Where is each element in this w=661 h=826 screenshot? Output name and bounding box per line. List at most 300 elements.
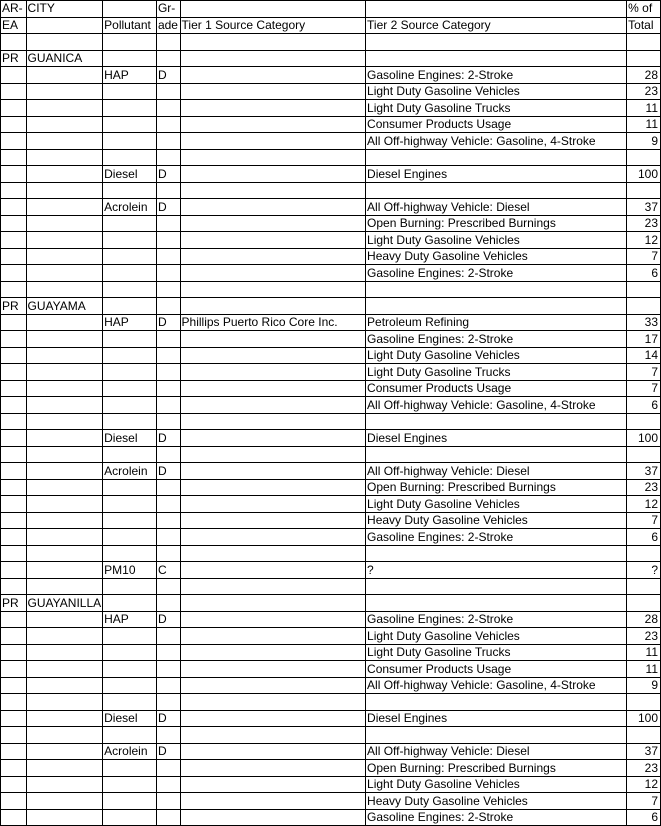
cell-area bbox=[1, 397, 27, 414]
table-row bbox=[1, 694, 661, 711]
cell-percent: 23 bbox=[627, 760, 661, 777]
cell-area bbox=[1, 248, 27, 265]
cell-pollutant bbox=[103, 809, 157, 826]
table-row bbox=[1, 166, 661, 183]
cell-grade bbox=[156, 133, 180, 150]
cell-area bbox=[1, 677, 27, 694]
cell-pollutant bbox=[103, 182, 157, 199]
cell-grade: D bbox=[156, 199, 180, 216]
cell-percent bbox=[627, 694, 661, 711]
table-row bbox=[1, 232, 661, 249]
cell-area bbox=[1, 694, 27, 711]
table-row bbox=[1, 562, 661, 579]
cell-city bbox=[26, 446, 103, 463]
cell-pollutant bbox=[103, 149, 157, 166]
cell-city bbox=[26, 133, 103, 150]
cell-pollutant bbox=[103, 512, 157, 529]
cell-city: GUANICA bbox=[26, 50, 103, 67]
table-row bbox=[1, 281, 661, 298]
table-row bbox=[1, 479, 661, 496]
cell-percent: 23 bbox=[627, 479, 661, 496]
cell-tier1 bbox=[180, 248, 366, 265]
table-row bbox=[1, 661, 661, 678]
cell-percent: 33 bbox=[627, 314, 661, 331]
cell-pollutant: HAP bbox=[103, 611, 157, 628]
cell-percent bbox=[627, 298, 661, 315]
cell-city bbox=[26, 413, 103, 430]
cell-pollutant bbox=[103, 595, 157, 612]
table-row bbox=[1, 248, 661, 265]
table-row bbox=[1, 116, 661, 133]
header-row-2 bbox=[1, 17, 661, 34]
cell-city bbox=[26, 545, 103, 562]
table-row bbox=[1, 430, 661, 447]
cell-percent bbox=[627, 182, 661, 199]
cell-grade: D bbox=[156, 430, 180, 447]
cell-tier2 bbox=[366, 149, 627, 166]
cell-percent: 23 bbox=[627, 83, 661, 100]
header-tier1: Tier 1 Source Category bbox=[180, 17, 366, 34]
cell-pollutant bbox=[103, 578, 157, 595]
cell-grade bbox=[156, 265, 180, 282]
cell-area bbox=[1, 727, 27, 744]
cell-percent: 23 bbox=[627, 628, 661, 645]
cell-grade bbox=[156, 364, 180, 381]
cell-grade bbox=[156, 232, 180, 249]
cell-city bbox=[26, 248, 103, 265]
cell-area bbox=[1, 364, 27, 381]
cell-tier1 bbox=[180, 133, 366, 150]
cell-percent bbox=[627, 727, 661, 744]
cell-city bbox=[26, 397, 103, 414]
cell-grade bbox=[156, 578, 180, 595]
cell-grade bbox=[156, 595, 180, 612]
cell-grade bbox=[156, 446, 180, 463]
table-row bbox=[1, 34, 661, 51]
cell-grade bbox=[156, 644, 180, 661]
cell-area bbox=[1, 83, 27, 100]
table-row bbox=[1, 644, 661, 661]
cell-city bbox=[26, 67, 103, 84]
cell-tier2: Light Duty Gasoline Vehicles bbox=[366, 347, 627, 364]
cell-area bbox=[1, 116, 27, 133]
cell-tier2 bbox=[366, 34, 627, 51]
cell-area: PR bbox=[1, 595, 27, 612]
table-row bbox=[1, 743, 661, 760]
cell-city bbox=[26, 281, 103, 298]
cell-grade bbox=[156, 661, 180, 678]
cell-area bbox=[1, 644, 27, 661]
cell-area bbox=[1, 562, 27, 579]
cell-tier1 bbox=[180, 793, 366, 810]
cell-tier1 bbox=[180, 545, 366, 562]
table-row bbox=[1, 710, 661, 727]
cell-grade: D bbox=[156, 314, 180, 331]
cell-area: PR bbox=[1, 298, 27, 315]
cell-percent: 7 bbox=[627, 793, 661, 810]
cell-city bbox=[26, 100, 103, 117]
table-row bbox=[1, 446, 661, 463]
cell-area bbox=[1, 661, 27, 678]
cell-tier1 bbox=[180, 232, 366, 249]
cell-city bbox=[26, 232, 103, 249]
cell-tier1 bbox=[180, 809, 366, 826]
cell-percent: 23 bbox=[627, 215, 661, 232]
cell-tier2: Gasoline Engines: 2-Stroke bbox=[366, 611, 627, 628]
cell-city bbox=[26, 83, 103, 100]
cell-percent: 6 bbox=[627, 265, 661, 282]
cell-tier1 bbox=[180, 644, 366, 661]
cell-grade bbox=[156, 677, 180, 694]
cell-city bbox=[26, 463, 103, 480]
cell-tier1 bbox=[180, 331, 366, 348]
cell-tier1 bbox=[180, 727, 366, 744]
cell-percent: 12 bbox=[627, 232, 661, 249]
cell-tier2 bbox=[366, 446, 627, 463]
cell-city bbox=[26, 380, 103, 397]
header-pollutant-top bbox=[103, 1, 157, 18]
cell-area bbox=[1, 463, 27, 480]
table-row bbox=[1, 578, 661, 595]
cell-city bbox=[26, 743, 103, 760]
cell-pollutant bbox=[103, 83, 157, 100]
cell-city bbox=[26, 562, 103, 579]
cell-tier2: Light Duty Gasoline Vehicles bbox=[366, 83, 627, 100]
cell-city: GUAYANILLA bbox=[27, 595, 102, 610]
cell-area bbox=[1, 182, 27, 199]
cell-percent bbox=[627, 281, 661, 298]
cell-percent: 14 bbox=[627, 347, 661, 364]
cell-city bbox=[26, 364, 103, 381]
cell-percent: 11 bbox=[627, 644, 661, 661]
cell-pollutant bbox=[103, 232, 157, 249]
cell-pollutant bbox=[103, 215, 157, 232]
cell-pollutant bbox=[103, 100, 157, 117]
cell-tier1 bbox=[180, 661, 366, 678]
cell-percent bbox=[627, 50, 661, 67]
cell-grade bbox=[156, 182, 180, 199]
cell-tier1 bbox=[180, 281, 366, 298]
header-grade-cont: ade bbox=[156, 17, 180, 34]
cell-area bbox=[1, 67, 27, 84]
cell-area bbox=[1, 446, 27, 463]
cell-tier1 bbox=[180, 430, 366, 447]
cell-area bbox=[1, 413, 27, 430]
cell-area bbox=[1, 380, 27, 397]
cell-tier1 bbox=[180, 611, 366, 628]
cell-percent: 28 bbox=[627, 67, 661, 84]
cell-tier1 bbox=[180, 496, 366, 513]
cell-pollutant bbox=[103, 116, 157, 133]
cell-city bbox=[26, 710, 103, 727]
cell-tier1: Phillips Puerto Rico Core Inc. bbox=[180, 314, 366, 331]
cell-area bbox=[1, 776, 27, 793]
header-tier2-top bbox=[366, 1, 627, 18]
cell-grade bbox=[156, 545, 180, 562]
cell-percent: 100 bbox=[627, 166, 661, 183]
header-area: AR- bbox=[1, 1, 27, 18]
cell-percent: 12 bbox=[627, 776, 661, 793]
cell-pollutant bbox=[103, 50, 157, 67]
cell-pollutant bbox=[103, 298, 157, 315]
cell-grade bbox=[156, 727, 180, 744]
cell-tier2: Heavy Duty Gasoline Vehicles bbox=[366, 793, 627, 810]
cell-area bbox=[1, 545, 27, 562]
table-row bbox=[1, 529, 661, 546]
cell-city bbox=[26, 166, 103, 183]
cell-pollutant bbox=[103, 347, 157, 364]
cell-area bbox=[1, 793, 27, 810]
cell-pollutant bbox=[103, 545, 157, 562]
cell-tier1 bbox=[180, 100, 366, 117]
cell-tier1 bbox=[180, 364, 366, 381]
cell-tier1 bbox=[180, 397, 366, 414]
table-row bbox=[1, 298, 661, 315]
header-pollutant: Pollutant bbox=[103, 17, 157, 34]
cell-city bbox=[26, 661, 103, 678]
cell-tier2: Light Duty Gasoline Vehicles bbox=[366, 776, 627, 793]
cell-percent: 17 bbox=[627, 331, 661, 348]
cell-pollutant bbox=[103, 413, 157, 430]
table-row bbox=[1, 67, 661, 84]
table-row bbox=[1, 776, 661, 793]
header-tier1-top bbox=[180, 1, 366, 18]
cell-grade bbox=[156, 413, 180, 430]
cell-tier2: Gasoline Engines: 2-Stroke bbox=[366, 265, 627, 282]
cell-grade bbox=[156, 512, 180, 529]
cell-percent: 7 bbox=[627, 380, 661, 397]
cell-grade bbox=[156, 116, 180, 133]
cell-tier2 bbox=[366, 595, 627, 612]
cell-percent bbox=[627, 545, 661, 562]
cell-percent: 37 bbox=[627, 463, 661, 480]
cell-city bbox=[26, 347, 103, 364]
cell-percent: 6 bbox=[627, 397, 661, 414]
cell-area bbox=[1, 331, 27, 348]
cell-area bbox=[1, 760, 27, 777]
cell-percent bbox=[627, 595, 661, 612]
cell-city bbox=[26, 34, 103, 51]
cell-percent bbox=[627, 34, 661, 51]
cell-area bbox=[1, 199, 27, 216]
cell-pollutant bbox=[103, 265, 157, 282]
cell-tier2 bbox=[366, 50, 627, 67]
cell-grade: D bbox=[156, 743, 180, 760]
cell-grade bbox=[156, 496, 180, 513]
cell-city bbox=[26, 760, 103, 777]
header-grade: Gr- bbox=[156, 1, 180, 18]
cell-city bbox=[26, 116, 103, 133]
cell-tier1 bbox=[180, 760, 366, 777]
header-tier2: Tier 2 Source Category bbox=[366, 17, 627, 34]
cell-pollutant bbox=[103, 248, 157, 265]
table-row bbox=[1, 314, 661, 331]
cell-grade bbox=[156, 347, 180, 364]
cell-percent: 6 bbox=[627, 809, 661, 826]
cell-pollutant bbox=[103, 661, 157, 678]
header-city-cont bbox=[26, 17, 103, 34]
cell-percent: 11 bbox=[627, 661, 661, 678]
cell-percent: 6 bbox=[627, 529, 661, 546]
cell-percent: 7 bbox=[627, 364, 661, 381]
cell-pollutant bbox=[103, 628, 157, 645]
header-total: Total bbox=[627, 17, 661, 34]
cell-pollutant bbox=[103, 133, 157, 150]
cell-pollutant bbox=[103, 331, 157, 348]
cell-percent: 7 bbox=[627, 248, 661, 265]
cell-tier1 bbox=[180, 50, 366, 67]
cell-city bbox=[26, 265, 103, 282]
cell-grade bbox=[156, 760, 180, 777]
cell-tier2: Gasoline Engines: 2-Stroke bbox=[366, 331, 627, 348]
table-row bbox=[1, 760, 661, 777]
cell-city bbox=[26, 727, 103, 744]
cell-percent bbox=[627, 413, 661, 430]
cell-tier2: Diesel Engines bbox=[366, 166, 627, 183]
cell-tier1 bbox=[180, 710, 366, 727]
cell-city bbox=[26, 314, 103, 331]
cell-grade bbox=[156, 331, 180, 348]
cell-tier1 bbox=[180, 166, 366, 183]
table-row bbox=[1, 463, 661, 480]
cell-area bbox=[1, 529, 27, 546]
cell-tier1 bbox=[180, 479, 366, 496]
cell-pollutant: Acrolein bbox=[103, 743, 157, 760]
cell-city bbox=[26, 578, 103, 595]
cell-tier2 bbox=[366, 182, 627, 199]
cell-city bbox=[26, 199, 103, 216]
cell-pollutant bbox=[103, 479, 157, 496]
cell-city bbox=[26, 430, 103, 447]
table-row bbox=[1, 628, 661, 645]
cell-tier2: Consumer Products Usage bbox=[366, 380, 627, 397]
cell-percent: 37 bbox=[627, 199, 661, 216]
cell-percent: 100 bbox=[627, 430, 661, 447]
cell-tier2: Gasoline Engines: 2-Stroke bbox=[366, 529, 627, 546]
cell-tier1 bbox=[180, 677, 366, 694]
cell-percent: 12 bbox=[627, 496, 661, 513]
cell-grade bbox=[156, 34, 180, 51]
cell-grade: D bbox=[156, 463, 180, 480]
table-row bbox=[1, 595, 661, 612]
cell-grade bbox=[156, 397, 180, 414]
cell-grade bbox=[156, 809, 180, 826]
cell-grade: D bbox=[156, 166, 180, 183]
cell-tier1 bbox=[180, 116, 366, 133]
cell-tier1 bbox=[180, 34, 366, 51]
cell-grade: D bbox=[156, 710, 180, 727]
cell-pollutant bbox=[103, 529, 157, 546]
cell-percent bbox=[627, 446, 661, 463]
header-percent: % of bbox=[627, 1, 661, 18]
cell-city bbox=[26, 149, 103, 166]
cell-area bbox=[1, 232, 27, 249]
cell-grade bbox=[156, 100, 180, 117]
table-row bbox=[1, 611, 661, 628]
cell-tier2: Heavy Duty Gasoline Vehicles bbox=[366, 248, 627, 265]
cell-percent: 28 bbox=[627, 611, 661, 628]
cell-pollutant: HAP bbox=[103, 67, 157, 84]
cell-tier2 bbox=[366, 545, 627, 562]
cell-area bbox=[1, 809, 27, 826]
cell-area bbox=[1, 265, 27, 282]
table-row bbox=[1, 182, 661, 199]
cell-tier1 bbox=[180, 578, 366, 595]
table-row bbox=[1, 215, 661, 232]
cell-tier1 bbox=[180, 298, 366, 315]
table-row bbox=[1, 809, 661, 826]
cell-city bbox=[26, 611, 103, 628]
cell-city: GUAYAMA bbox=[26, 298, 103, 315]
cell-tier1 bbox=[180, 463, 366, 480]
cell-tier2 bbox=[366, 281, 627, 298]
cell-tier2: All Off-highway Vehicle: Diesel bbox=[366, 463, 627, 480]
cell-tier1 bbox=[180, 446, 366, 463]
cell-tier1 bbox=[180, 215, 366, 232]
cell-tier2: All Off-highway Vehicle: Diesel bbox=[366, 199, 627, 216]
cell-tier2: Light Duty Gasoline Trucks bbox=[366, 100, 627, 117]
cell-area bbox=[1, 496, 27, 513]
cell-percent: 100 bbox=[627, 710, 661, 727]
cell-tier1 bbox=[180, 743, 366, 760]
table-row bbox=[1, 149, 661, 166]
cell-grade: C bbox=[156, 562, 180, 579]
cell-area bbox=[1, 215, 27, 232]
cell-area: PR bbox=[1, 50, 27, 67]
cell-pollutant bbox=[103, 694, 157, 711]
cell-tier1 bbox=[180, 182, 366, 199]
cell-tier2 bbox=[366, 413, 627, 430]
cell-pollutant bbox=[103, 644, 157, 661]
cell-tier2 bbox=[366, 694, 627, 711]
cell-grade bbox=[156, 281, 180, 298]
cell-percent: 7 bbox=[627, 512, 661, 529]
cell-area bbox=[1, 611, 27, 628]
cell-percent bbox=[627, 149, 661, 166]
cell-city bbox=[26, 529, 103, 546]
cell-pollutant bbox=[103, 446, 157, 463]
cell-percent: 37 bbox=[627, 743, 661, 760]
cell-city bbox=[26, 512, 103, 529]
table-row bbox=[1, 347, 661, 364]
cell-grade bbox=[156, 694, 180, 711]
cell-pollutant bbox=[103, 760, 157, 777]
cell-city bbox=[26, 694, 103, 711]
cell-area bbox=[1, 34, 27, 51]
table-row bbox=[1, 397, 661, 414]
cell-tier2: Open Burning: Prescribed Burnings bbox=[366, 479, 627, 496]
table-row bbox=[1, 496, 661, 513]
table-row bbox=[1, 100, 661, 117]
table-row bbox=[1, 727, 661, 744]
cell-grade bbox=[156, 529, 180, 546]
cell-tier1 bbox=[180, 694, 366, 711]
cell-pollutant bbox=[103, 364, 157, 381]
cell-city bbox=[26, 182, 103, 199]
cell-tier2 bbox=[366, 727, 627, 744]
cell-area bbox=[1, 430, 27, 447]
cell-area bbox=[1, 479, 27, 496]
cell-tier2: Consumer Products Usage bbox=[366, 116, 627, 133]
cell-area bbox=[1, 628, 27, 645]
table-row bbox=[1, 512, 661, 529]
table-row bbox=[1, 413, 661, 430]
cell-grade bbox=[156, 793, 180, 810]
cell-area bbox=[1, 149, 27, 166]
cell-grade bbox=[156, 298, 180, 315]
cell-pollutant: Diesel bbox=[103, 430, 157, 447]
cell-tier2: All Off-highway Vehicle: Gasoline, 4-Stroke bbox=[366, 677, 627, 694]
